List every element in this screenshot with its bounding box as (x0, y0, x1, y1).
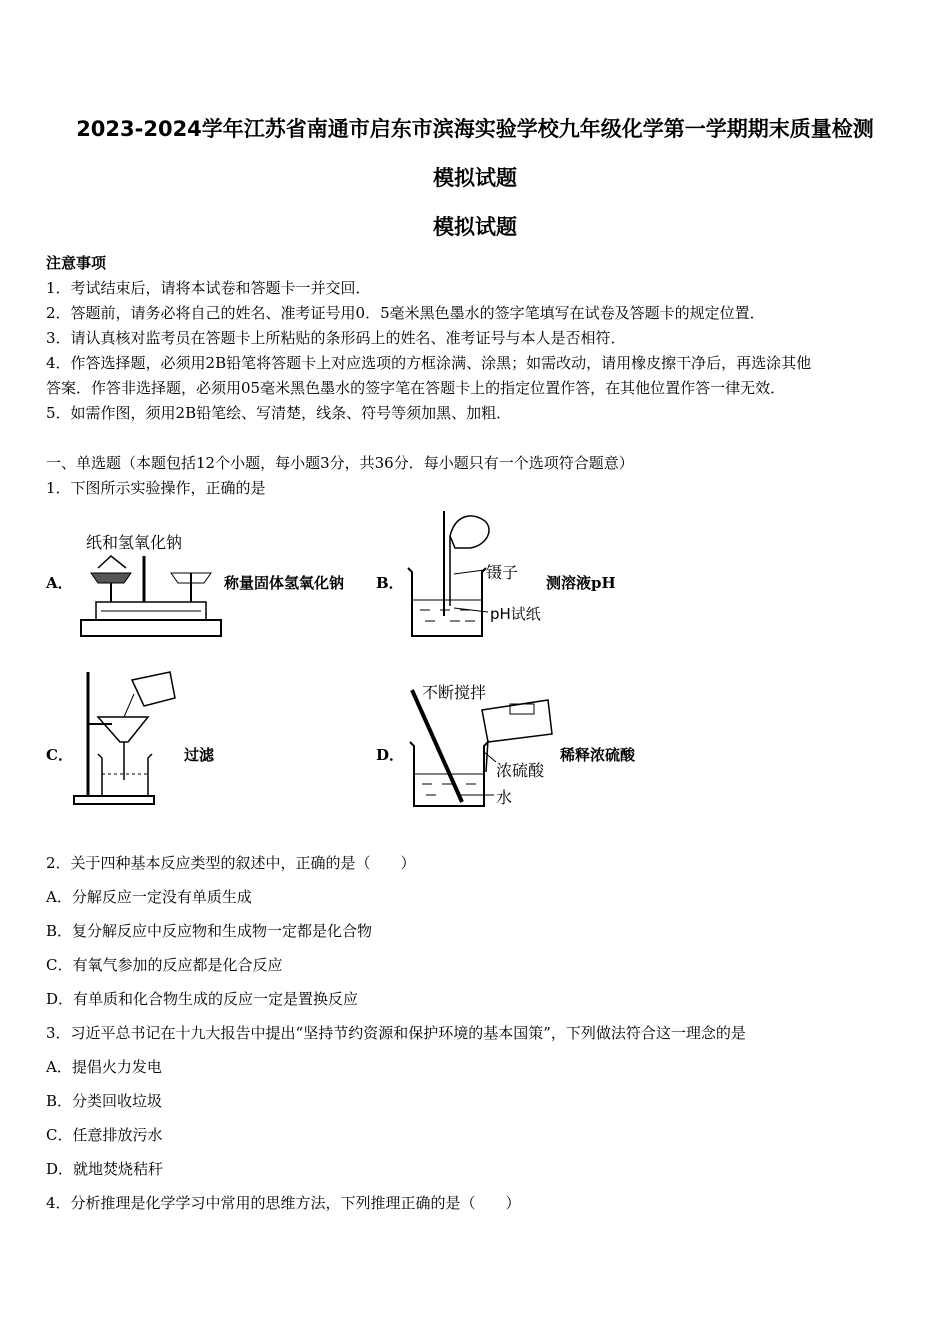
notice-item: 5．如需作图，须用2B铅笔绘、写清楚，线条、符号等须加黑、加粗． (46, 404, 512, 422)
figure-label: 镊子 (486, 563, 519, 582)
figure-label: pH试纸 (490, 605, 541, 623)
doc-title-line3: 模拟试题 (433, 215, 517, 239)
q2-option: B．复分解反应中反应物和生成物一定都是化合物 (46, 922, 373, 940)
q1-option-c-caption: 过滤 (184, 746, 215, 764)
q2-option: A．分解反应一定没有单质生成 (46, 888, 252, 906)
filtration-figure (70, 662, 190, 810)
question-1-stem: 1．下图所示实验操作，正确的是 (46, 479, 266, 497)
q3-option: B．分类回收垃圾 (46, 1092, 163, 1110)
q1-option-b-letter: B． (376, 574, 404, 592)
notice-item: 2．答题前，请务必将自己的姓名、准考证号用0．5毫米黑色墨水的签字笔填写在试卷及答题卡的规定位置． (46, 304, 765, 322)
q1-option-a-letter: A． (46, 574, 73, 592)
dilution-figure (400, 682, 560, 810)
question-3-stem: 3．习近平总书记在十九大报告中提出“坚持节约资源和保护环境的基本国策”，下列做法符合这一理念的是 (46, 1024, 746, 1042)
q2-option: C．有氧气参加的反应都是化合反应 (46, 956, 283, 974)
q3-option: D．就地焚烧秸秆 (46, 1160, 164, 1178)
q1-option-b-caption: 测溶液pH (546, 574, 616, 592)
ph-test-figure (400, 506, 550, 641)
question-4-stem: 4．分析推理是化学学习中常用的思维方法，下列推理正确的是（ ） (46, 1194, 521, 1212)
q1-option-c-letter: C． (46, 746, 73, 764)
figure-label: 浓硫酸 (496, 761, 545, 780)
figure-label: 不断搅拌 (422, 683, 487, 702)
question-2-stem: 2．关于四种基本反应类型的叙述中，正确的是（ ） (46, 854, 416, 872)
q1-option-d-caption: 稀释浓硫酸 (560, 746, 636, 764)
notice-heading: 注意事项 (46, 254, 107, 272)
doc-title-line1: 2023-2024学年江苏省南通市启东市滨海实验学校九年级化学第一学期期末质量检测 (76, 117, 874, 141)
section-heading: 一、单选题（本题包括12个小题，每小题3分，共36分．每小题只有一个选项符合题意） (46, 454, 634, 472)
q1-option-d-letter: D． (376, 746, 405, 764)
q3-option: C．任意排放污水 (46, 1126, 163, 1144)
q1-option-a-caption: 称量固体氢氧化钠 (224, 574, 345, 592)
notice-item: 3．请认真核对监考员在答题卡上所粘贴的条形码上的姓名、准考证号与本人是否相符． (46, 329, 626, 347)
notice-item: 4．作答选择题，必须用2B铅笔将答题卡上对应选项的方框涂满、涂黑；如需改动，请用橡皮擦干净后，再选涂其他 (46, 354, 812, 372)
balance-figure (76, 528, 226, 644)
figure-label: 纸和氢氧化钠 (86, 533, 183, 552)
q2-option: D．有单质和化合物生成的反应一定是置换反应 (46, 990, 359, 1008)
figure-label: 水 (496, 788, 513, 807)
q3-option: A．提倡火力发电 (46, 1058, 162, 1076)
notice-item: 答案．作答非选择题，必须用05毫米黑色墨水的签字笔在答题卡上的指定位置作答，在其他位置作答一律无效． (46, 379, 786, 397)
notice-item: 1．考试结束后，请将本试卷和答题卡一并交回． (46, 279, 371, 297)
doc-title-line2: 模拟试题 (433, 166, 517, 190)
